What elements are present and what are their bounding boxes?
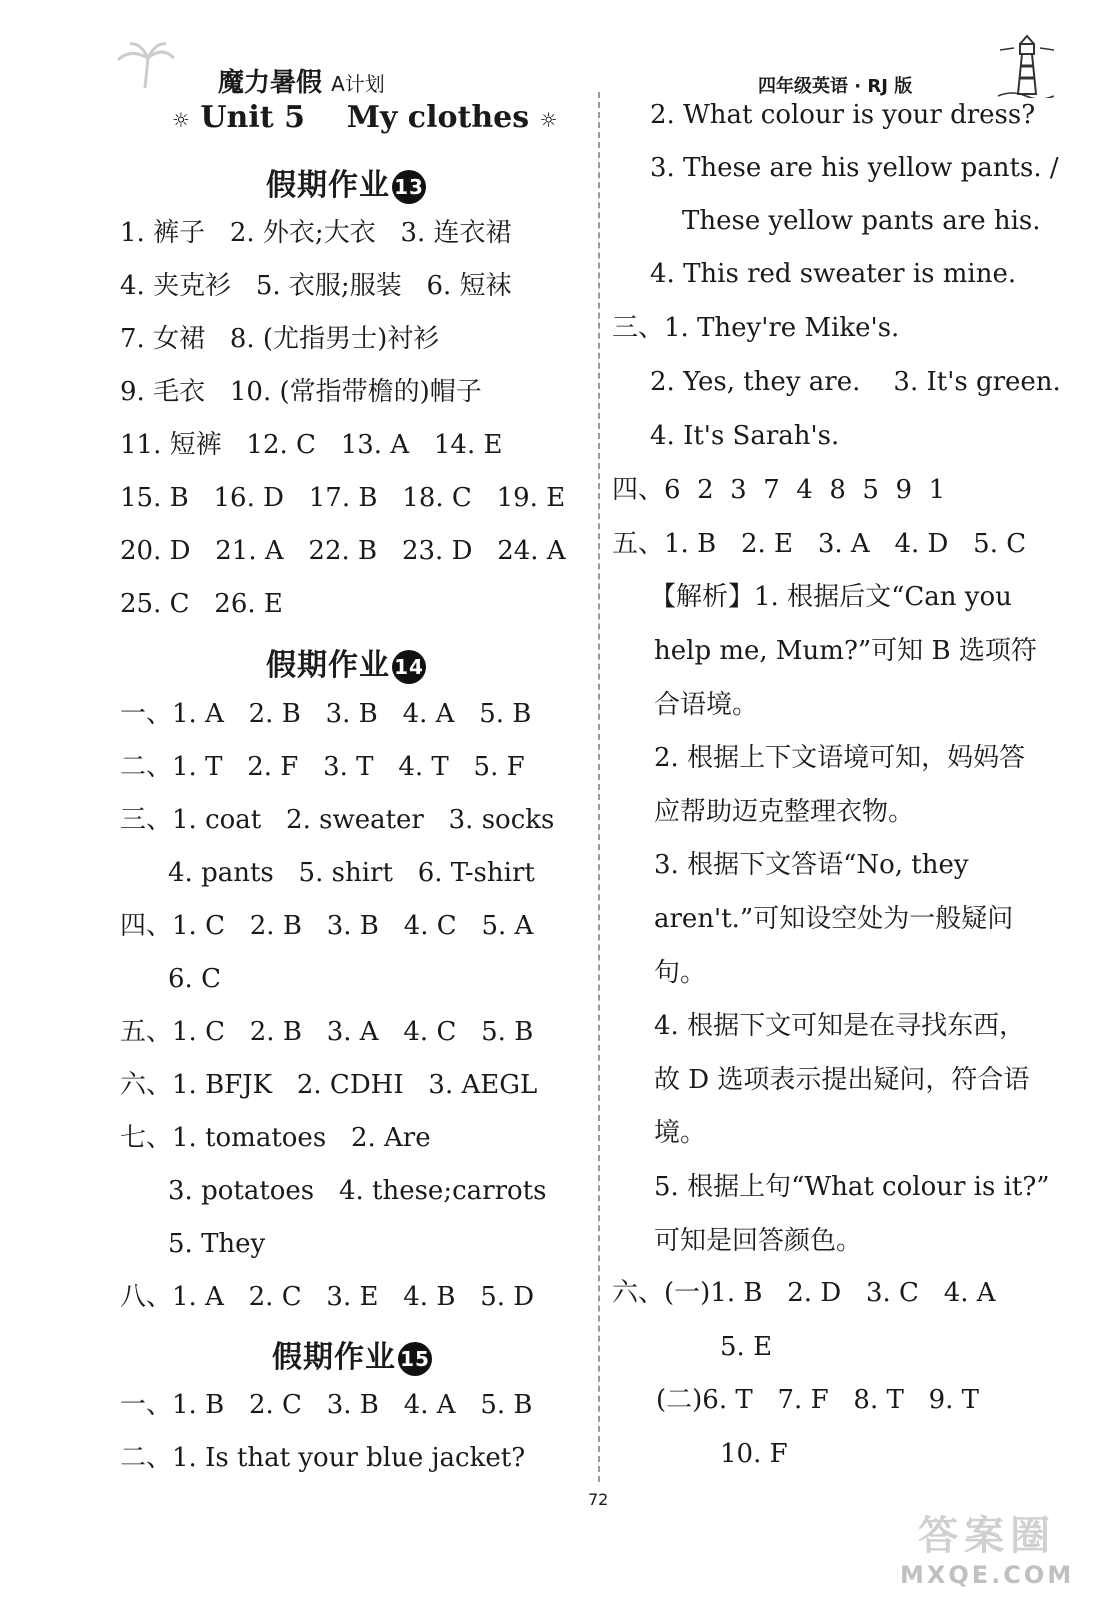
right-line-22: 可知是回答颜色。	[654, 1226, 863, 1256]
hw13-line-8: 25. C 26. E	[120, 589, 283, 619]
unit-title-ornament-right-icon: ☼	[539, 108, 558, 132]
hw13-line-4: 9. 毛衣 10. (常指带檐的)帽子	[120, 377, 482, 407]
right-line-24: 5. E	[720, 1332, 773, 1362]
watermark-logo-text: 答案圈	[918, 1513, 1057, 1559]
hw13-number: 13	[392, 170, 426, 204]
hw14-line-7: 五、1. C 2. B 3. A 4. C 5. B	[120, 1017, 534, 1047]
right-line-13: 2. 根据上下文语境可知，妈妈答	[654, 743, 1026, 773]
watermark	[900, 1504, 1074, 1589]
hw13-line-6: 15. B 16. D 17. B 18. C 19. E	[120, 483, 566, 513]
brand-title	[218, 62, 385, 99]
right-line-23: 六、(一)1. B 2. D 3. C 4. A	[612, 1278, 996, 1308]
right-line-3: These yellow pants are his.	[682, 206, 1041, 236]
brand-name: 魔力暑假	[218, 68, 323, 98]
hw14-line-1: 一、1. A 2. B 3. B 4. A 5. B	[120, 699, 532, 729]
hw15-line-2: 二、1. Is that your blue jacket?	[120, 1443, 526, 1473]
hw14-heading	[266, 640, 426, 684]
right-line-12: 合语境。	[654, 690, 759, 720]
lighthouse-icon	[998, 34, 1054, 102]
grade-label: 四年级英语 · RJ 版	[758, 76, 913, 97]
right-line-15: 3. 根据下文答语“No, they	[654, 850, 969, 880]
right-line-1: 2. What colour is your dress?	[650, 100, 1036, 130]
hw15-line-1: 一、1. B 2. C 3. B 4. A 5. B	[120, 1390, 533, 1420]
right-line-26: 10. F	[720, 1439, 788, 1469]
hw14-line-2: 二、1. T 2. F 3. T 4. T 5. F	[120, 752, 525, 782]
hw14-line-10: 3. potatoes 4. these;carrots	[168, 1176, 547, 1206]
hw14-number: 14	[392, 650, 426, 684]
hw14-line-8: 六、1. BFJK 2. CDHI 3. AEGL	[120, 1070, 538, 1100]
right-line-5: 三、1. They're Mike's.	[612, 313, 900, 343]
right-line-4: 4. This red sweater is mine.	[650, 259, 1017, 289]
unit-title-ornament-left-icon: ☼	[172, 108, 190, 132]
right-line-19: 故 D 选项表示提出疑问，符合语	[654, 1065, 1030, 1095]
hw14-line-4: 4. pants 5. shirt 6. T-shirt	[168, 858, 535, 888]
right-line-6: 2. Yes, they are. 3. It's green.	[650, 367, 1061, 397]
right-line-9: 五、1. B 2. E 3. A 4. D 5. C	[612, 529, 1027, 559]
right-line-7: 4. It's Sarah's.	[650, 421, 840, 451]
hw13-line-5: 11. 短裤 12. C 13. A 14. E	[120, 430, 503, 460]
right-line-10: 【解析】1. 根据后文“Can you	[650, 582, 1012, 612]
right-line-16: aren't.”可知设空处为一般疑问	[654, 904, 1014, 934]
hw13-heading	[266, 160, 426, 204]
column-divider	[598, 92, 600, 1482]
hw15-title: 假期作业	[272, 1340, 396, 1375]
right-line-11: help me, Mum?”可知 B 选项符	[654, 636, 1037, 666]
hw15-number: 15	[398, 1342, 432, 1376]
hw13-line-3: 7. 女裙 8. (尤指男士)衬衫	[120, 324, 440, 354]
hw13-line-1: 1. 裤子 2. 外衣;大衣 3. 连衣裙	[120, 218, 512, 248]
right-line-8: 四、6 2 3 7 4 8 5 9 1	[612, 475, 946, 505]
hw13-title: 假期作业	[266, 168, 390, 203]
unit-title	[172, 100, 558, 135]
hw14-line-11: 5. They	[168, 1229, 266, 1259]
hw14-line-9: 七、1. tomatoes 2. Are	[120, 1123, 431, 1153]
watermark-url: MXQE.COM	[900, 1561, 1075, 1589]
header-decoration-left	[110, 40, 180, 90]
palm-tree-icon	[110, 40, 180, 90]
hw13-line-2: 4. 夹克衫 5. 衣服;服装 6. 短袜	[120, 271, 512, 301]
right-line-20: 境。	[654, 1118, 707, 1148]
hw15-heading	[272, 1332, 432, 1376]
hw14-line-3: 三、1. coat 2. sweater 3. socks	[120, 805, 555, 835]
brand-suffix: A计划	[331, 72, 385, 96]
hw14-line-5: 四、1. C 2. B 3. B 4. C 5. A	[120, 911, 534, 941]
hw14-line-6: 6. C	[168, 964, 221, 994]
page-number: 72	[588, 1490, 609, 1509]
right-line-25: (二)6. T 7. F 8. T 9. T	[656, 1385, 980, 1415]
right-line-21: 5. 根据上句“What colour is it?”	[654, 1172, 1050, 1202]
hw14-line-12: 八、1. A 2. C 3. E 4. B 5. D	[120, 1282, 535, 1312]
right-line-17: 句。	[654, 958, 707, 988]
right-line-14: 应帮助迈克整理衣物。	[654, 797, 915, 827]
hw14-title: 假期作业	[266, 648, 390, 683]
unit-title-text: Unit 5 My clothes	[200, 100, 530, 135]
right-line-2: 3. These are his yellow pants. /	[650, 153, 1059, 183]
right-line-18: 4. 根据下文可知是在寻找东西，	[654, 1011, 1026, 1041]
hw13-line-7: 20. D 21. A 22. B 23. D 24. A	[120, 536, 566, 566]
